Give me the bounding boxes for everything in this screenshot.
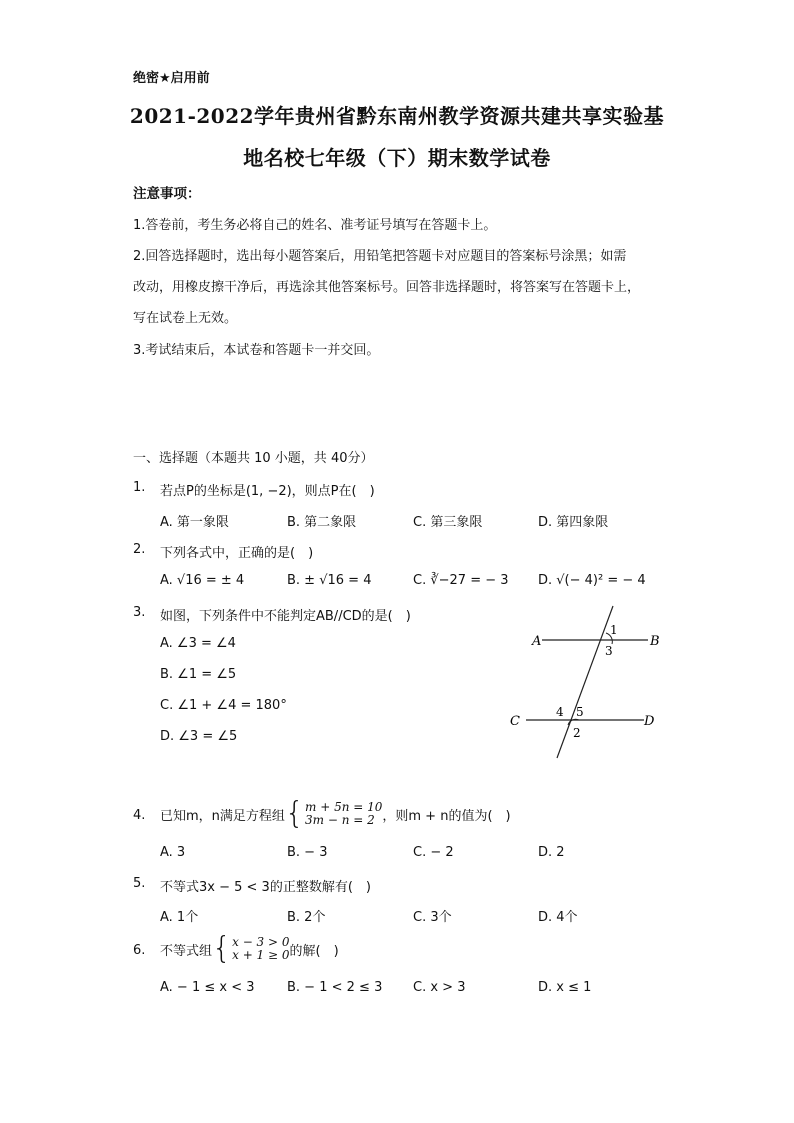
label-d: D — [644, 714, 655, 729]
question-number: 4. — [133, 808, 146, 823]
question-number: 3. — [133, 605, 146, 620]
label-c: C — [510, 714, 520, 729]
equation-row-2: 3m − n = 2 — [305, 813, 375, 827]
option-b: B. ∠1 = ∠5 — [160, 667, 237, 682]
option-d: D. 2 — [538, 845, 565, 860]
angle-label-3: 3 — [605, 644, 613, 658]
transversal-line — [557, 606, 613, 758]
option-c: C. ∠1 + ∠4 = 180° — [160, 698, 287, 713]
option-c: C. x > 3 — [413, 980, 466, 995]
question-text: 不等式3x − 5 < 3的正整数解有( ) — [160, 880, 371, 895]
option-a: A. ∠3 = ∠4 — [160, 636, 236, 651]
secret-mark: 绝密★启用前 — [133, 71, 210, 86]
option-b: B. 第二象限 — [287, 515, 357, 530]
question-number: 5. — [133, 876, 146, 891]
option-c: C. − 2 — [413, 845, 454, 860]
question-text-before: 已知m，n满足方程组 — [160, 808, 285, 824]
angle-label-2: 2 — [573, 726, 581, 740]
notice-item: 写在试卷上无效。 — [133, 311, 238, 326]
option-b: B. − 3 — [287, 845, 328, 860]
option-d: D. 4个 — [538, 910, 578, 925]
parallel-lines-figure — [500, 600, 680, 765]
notice-heading: 注意事项： — [133, 186, 201, 202]
question-number: 1. — [133, 480, 146, 495]
option-a: A. − 1 ≤ x < 3 — [160, 980, 255, 995]
option-a: A. 第一象限 — [160, 515, 229, 530]
option-c: C. 3个 — [413, 910, 452, 925]
option-c: C. 第三象限 — [413, 515, 483, 530]
option-d: D. x ≤ 1 — [538, 980, 592, 995]
option-b: B. − 1 < 2 ≤ 3 — [287, 980, 383, 995]
notice-item: 3.考试结束后，本试卷和答题卡一并交回。 — [133, 343, 380, 358]
option-b: B. ± √16 = 4 — [287, 573, 372, 588]
question-number: 2. — [133, 542, 146, 557]
angle-label-4: 4 — [556, 705, 564, 719]
page-title-line1: 2021-2022学年贵州省黔东南州教学资源共建共享实验基 — [129, 104, 665, 128]
inequality-row-2: x + 1 ≥ 0 — [232, 948, 290, 962]
label-b: B — [650, 634, 660, 649]
question-number: 6. — [133, 943, 146, 958]
option-b: B. 2个 — [287, 910, 326, 925]
notice-item: 2.回答选择题时，选出每小题答案后，用铅笔把答题卡对应题目的答案标号涂黑；如需 — [133, 249, 627, 264]
option-d: D. ∠3 = ∠5 — [160, 729, 238, 744]
page-title-line2: 地名校七年级（下）期末数学试卷 — [243, 146, 551, 170]
notice-item: 改动，用橡皮擦干净后，再选涂其他答案标号。回答非选择题时，将答案写在答题卡上， — [133, 280, 641, 295]
equation-row-1: m + 5n = 10 — [305, 800, 383, 814]
option-a: A. √16 = ± 4 — [160, 573, 245, 588]
angle-label-1: 1 — [610, 623, 618, 637]
question-text: 如图，下列条件中不能判定AB//CD的是( ) — [160, 609, 411, 624]
option-a: A. 3 — [160, 845, 186, 860]
question-text-after: 的解( ) — [289, 943, 339, 959]
question-text: 若点P的坐标是(1, −2)，则点P在( ) — [160, 484, 375, 499]
notice-item: 1.答卷前，考生务必将自己的姓名、准考证号填写在答题卡上。 — [133, 218, 497, 233]
inequality-row-1: x − 3 > 0 — [232, 935, 290, 949]
option-d: D. 第四象限 — [538, 515, 609, 530]
option-d: D. √(− 4)² = − 4 — [538, 573, 646, 588]
label-a: A — [532, 634, 542, 649]
question-text: 下列各式中，正确的是( ) — [160, 546, 314, 561]
equation-system: { m + 5n = 10 3m − n = 2 — [284, 796, 383, 831]
section-heading: 一、选择题（本题共 10 小题，共 40分） — [133, 451, 374, 466]
inequality-system: { x − 3 > 0 x + 1 ≥ 0 — [212, 931, 290, 966]
question-text-after: ，则m + n的值为( ) — [382, 808, 511, 824]
option-a: A. 1个 — [160, 910, 199, 925]
angle-label-5: 5 — [576, 705, 584, 719]
question-text-before: 不等式组 — [160, 943, 213, 959]
option-c: C. ∛−27 = − 3 — [413, 573, 509, 588]
